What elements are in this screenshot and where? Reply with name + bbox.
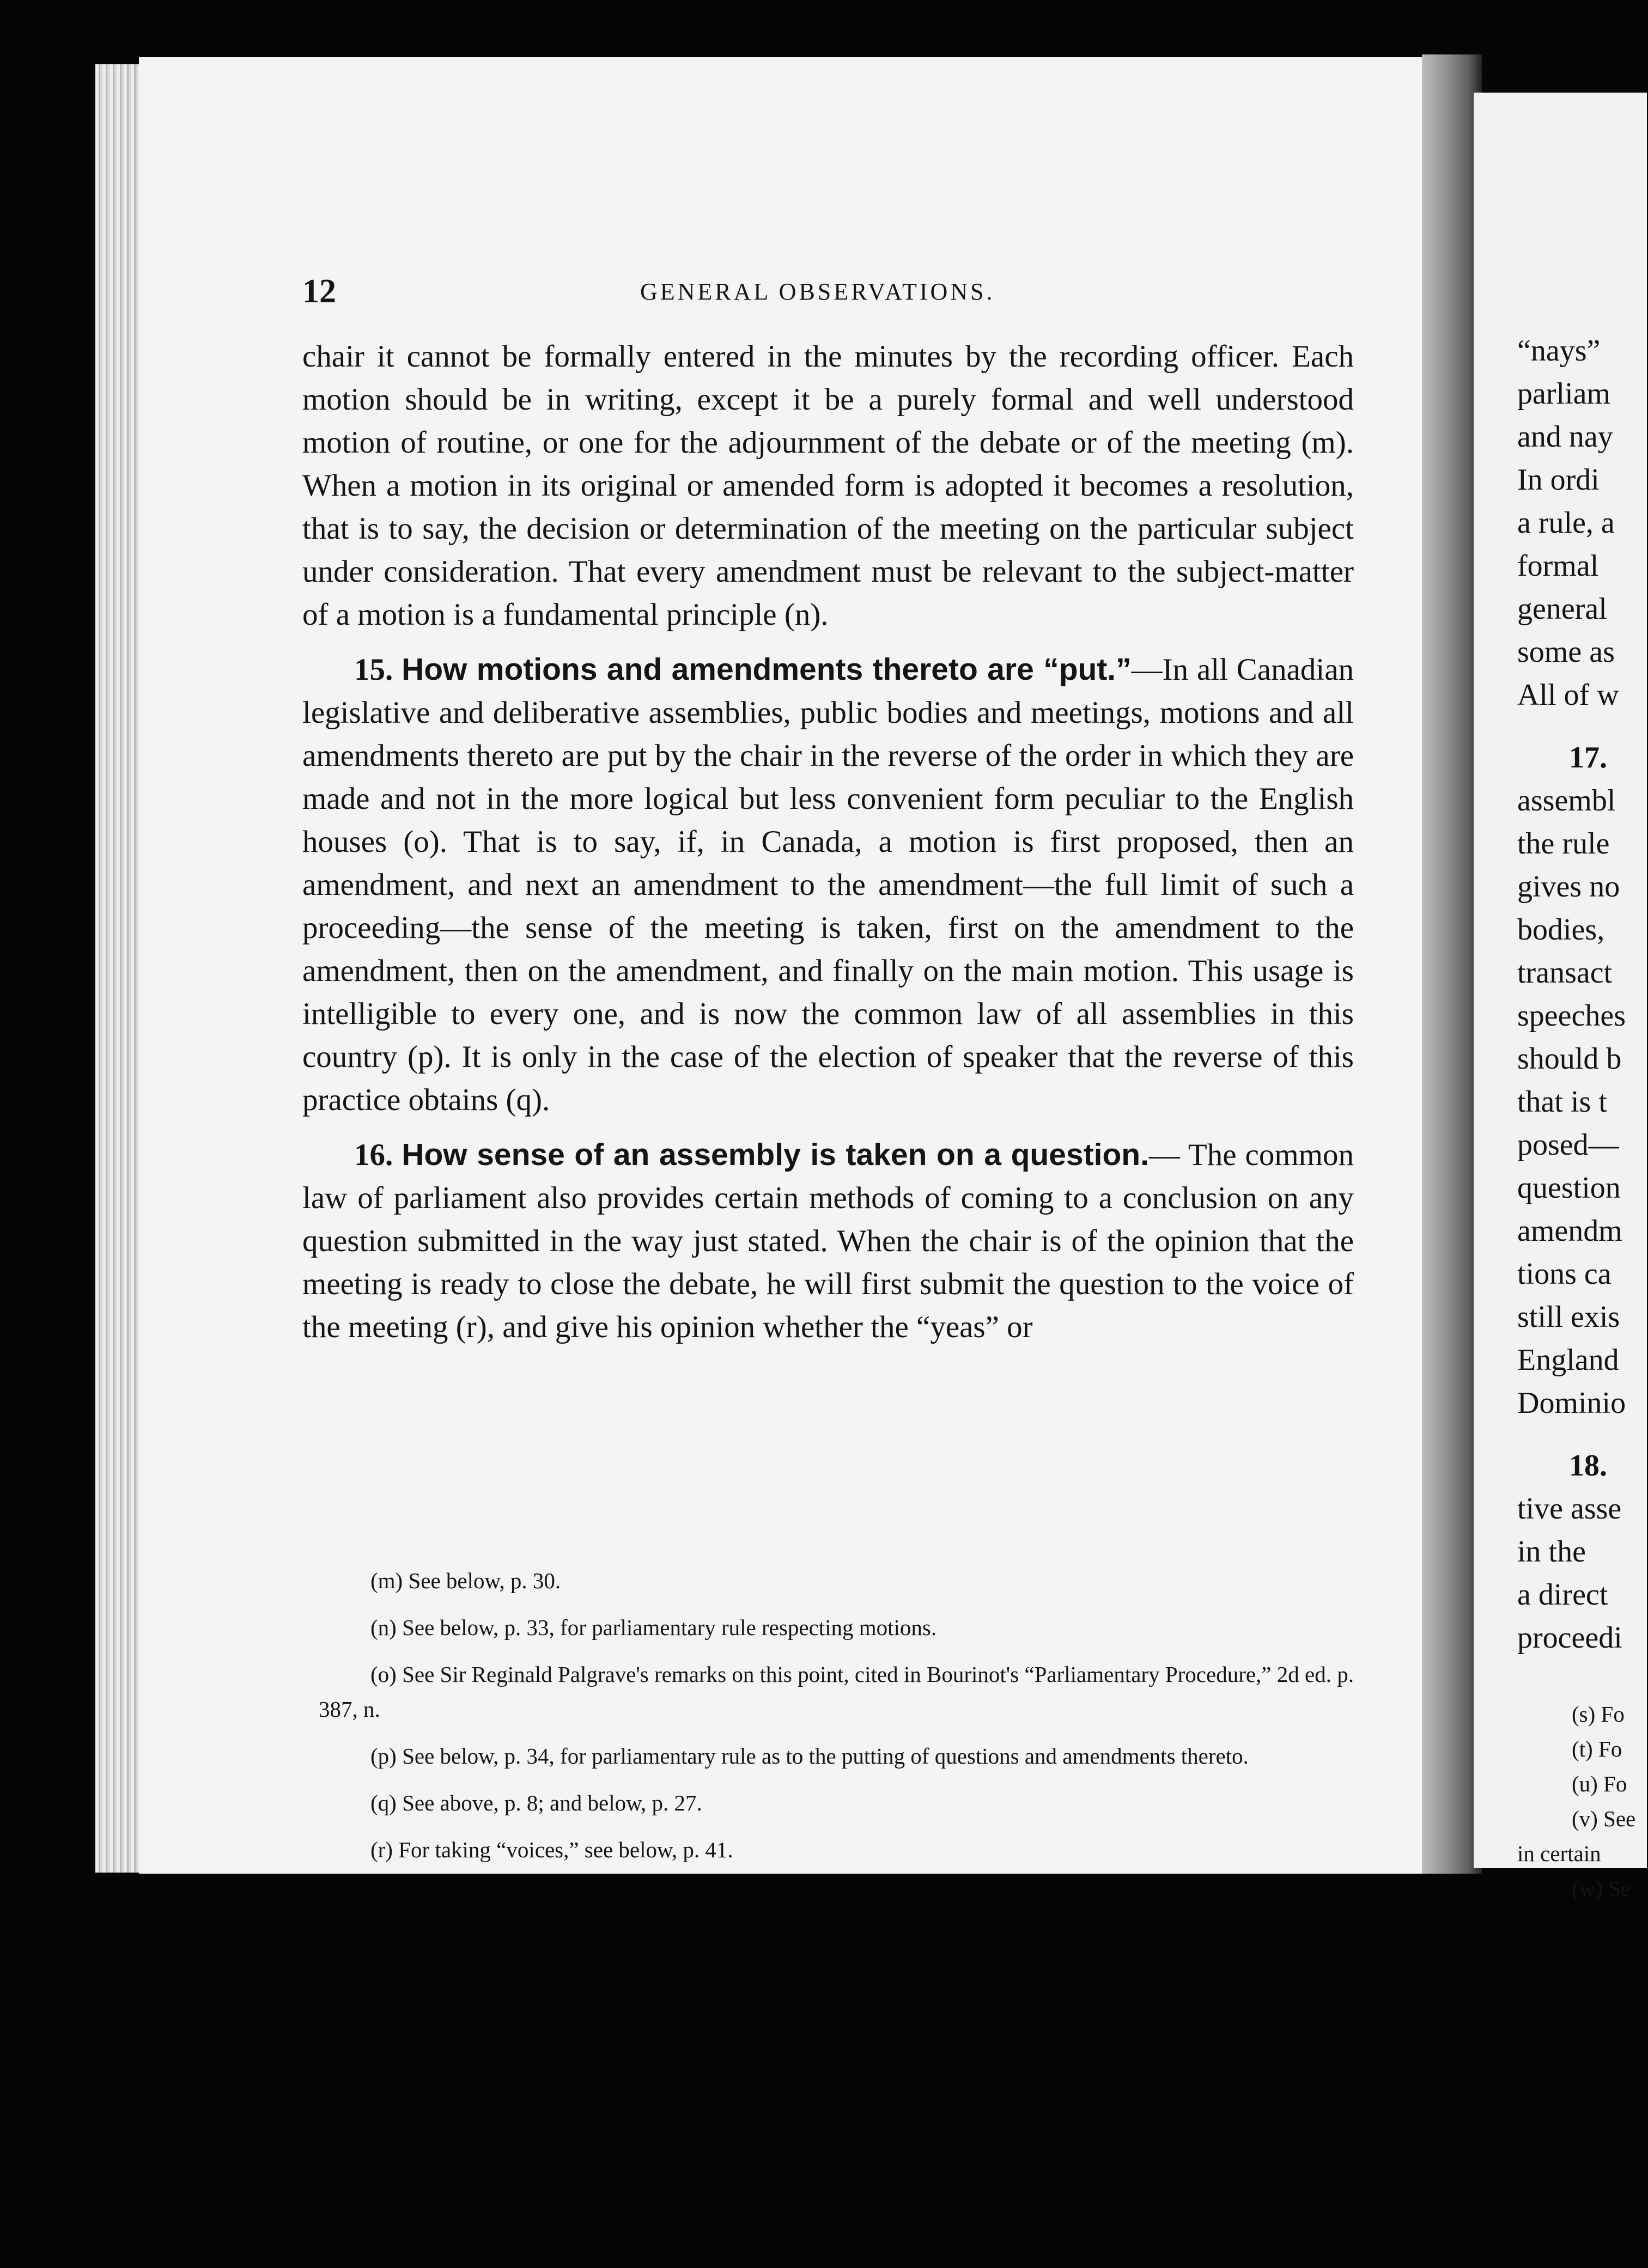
right-line: England	[1517, 1343, 1619, 1377]
right-page-text	[1517, 330, 1648, 1660]
section-16	[302, 1133, 1354, 1349]
right-footnote: (u) Fo	[1572, 1771, 1627, 1796]
right-footnote: (t) Fo	[1572, 1736, 1622, 1761]
right-line: All of w	[1517, 678, 1619, 712]
running-head	[302, 261, 1354, 327]
running-title: GENERAL OBSERVATIONS.	[640, 278, 995, 305]
right-line: “nays”	[1517, 334, 1601, 368]
page-number: 12	[302, 273, 336, 310]
right-line: and nay	[1517, 420, 1613, 454]
section-text: — The common law of parliament also provides certain methods of coming to a conclusion on any question submitted in the way just stated. When the chair is of the opinion that the meeting is ready to close the debate, he will first submit the question to the voice of the meeting (r), and give his opinion whether the “yeas” or	[302, 1138, 1354, 1344]
footnote-mark: (o)	[370, 1662, 397, 1687]
right-line: should b	[1517, 1042, 1622, 1076]
right-line: amendm	[1517, 1214, 1622, 1248]
right-line: the rule	[1517, 827, 1610, 861]
right-line: bodies,	[1517, 913, 1605, 947]
right-line: in the	[1517, 1535, 1586, 1569]
footnote-text: See above, p. 8; and below, p. 27.	[402, 1790, 702, 1815]
footnote-text: See below, p. 33, for parliamentary rule respecting motions.	[402, 1615, 937, 1640]
footnote-text: See Sir Reginald Palgrave's remarks on this point, cited in Bourinot's “Parliamentary Procedure,” 2d ed. p. 387, n.	[319, 1662, 1354, 1722]
footnote	[319, 1657, 1354, 1727]
section-heading: How sense of an assembly is taken on a question.	[402, 1137, 1149, 1172]
book-gutter	[1422, 54, 1482, 1874]
right-line: still exis	[1517, 1300, 1620, 1334]
section-heading: How motions and amendments thereto are “put.”	[402, 652, 1132, 687]
footnote-text: See below, p. 30.	[408, 1568, 561, 1593]
right-line: Dominio	[1517, 1386, 1626, 1420]
right-footnote: in certain	[1517, 1841, 1601, 1866]
right-line: posed—	[1517, 1128, 1619, 1162]
right-line: In ordi	[1517, 463, 1600, 497]
section-number: 16.	[354, 1138, 393, 1172]
footnote	[319, 1610, 1354, 1645]
footnote-mark: (n)	[370, 1615, 397, 1640]
right-line: parliam	[1517, 377, 1611, 411]
right-line: a direct	[1517, 1578, 1608, 1612]
footnote-text: See below, p. 34, for parliamentary rule as to the putting of questions and amendments thereto.	[402, 1743, 1249, 1769]
footnote-mark: (m)	[370, 1568, 403, 1593]
right-footnote: (w) Se	[1572, 1876, 1631, 1901]
footnote	[319, 1785, 1354, 1820]
right-section-number: 17.	[1569, 741, 1607, 775]
section-15	[302, 648, 1354, 1121]
footnote	[319, 1563, 1354, 1598]
footnote-mark: (q)	[370, 1790, 397, 1815]
right-line: general	[1517, 592, 1607, 626]
right-footnote: (s) Fo	[1572, 1702, 1625, 1727]
right-line: transact	[1517, 956, 1613, 990]
section-number: 15.	[354, 653, 393, 687]
right-line: tions ca	[1517, 1257, 1611, 1291]
right-page	[1474, 93, 1647, 1901]
right-line: speeches	[1517, 999, 1626, 1033]
footnote	[319, 1832, 1354, 1867]
footnote	[319, 1739, 1354, 1773]
footnote-mark: (p)	[370, 1743, 397, 1769]
right-footnote: (v) See	[1572, 1806, 1636, 1831]
footnote-mark: (r)	[370, 1837, 393, 1862]
footnotes	[319, 1563, 1354, 1879]
right-line: question	[1517, 1171, 1621, 1205]
right-line: proceedi	[1517, 1621, 1622, 1655]
footnote-text: For taking “voices,” see below, p. 41.	[398, 1837, 733, 1862]
right-line: formal	[1517, 549, 1599, 583]
section-text: —In all Canadian legislative and deliberative assemblies, public bodies and meetings, motions and all amendments thereto are put by the chair in the reverse of the order in which they are made and not in the more logical but less convenient form peculiar to the English houses (o). That is to say, if, in Canada, a motion is first proposed, then an amendment, and next an amendment to the amendment—the full limit of such a proceeding—the sense of the meeting is taken, first on the amendment to the amendment, then on the amendment, and finally on the main motion. This usage is intelligible to every one, and is now the common law of all assemblies in this country (p). It is only in the case of the election of speaker that the reverse of this practice obtains (q).	[302, 653, 1354, 1117]
right-line: that is t	[1517, 1085, 1607, 1119]
right-line: a rule, a	[1517, 506, 1615, 540]
right-line: gives no	[1517, 870, 1620, 904]
right-line: some as	[1517, 635, 1615, 669]
right-page-footnotes	[1517, 1697, 1648, 1906]
body-text	[302, 335, 1354, 1349]
right-line: tive asse	[1517, 1492, 1622, 1526]
right-section-number: 18.	[1569, 1449, 1607, 1483]
paragraph: chair it cannot be formally entered in the minutes by the recording officer. Each motion should be in writing, except it be a purely formal and well understood motion of routine, or one for the adjournment of the debate or of the meeting (m). When a motion in its original or amended form is adopted it becomes a resolution, that is to say, the decision or determination of the meeting on the particular subject under consideration. That every amendment must be relevant to the subject-matter of a motion is a fundamental principle (n).	[302, 339, 1354, 632]
right-line: assembl	[1517, 784, 1616, 818]
